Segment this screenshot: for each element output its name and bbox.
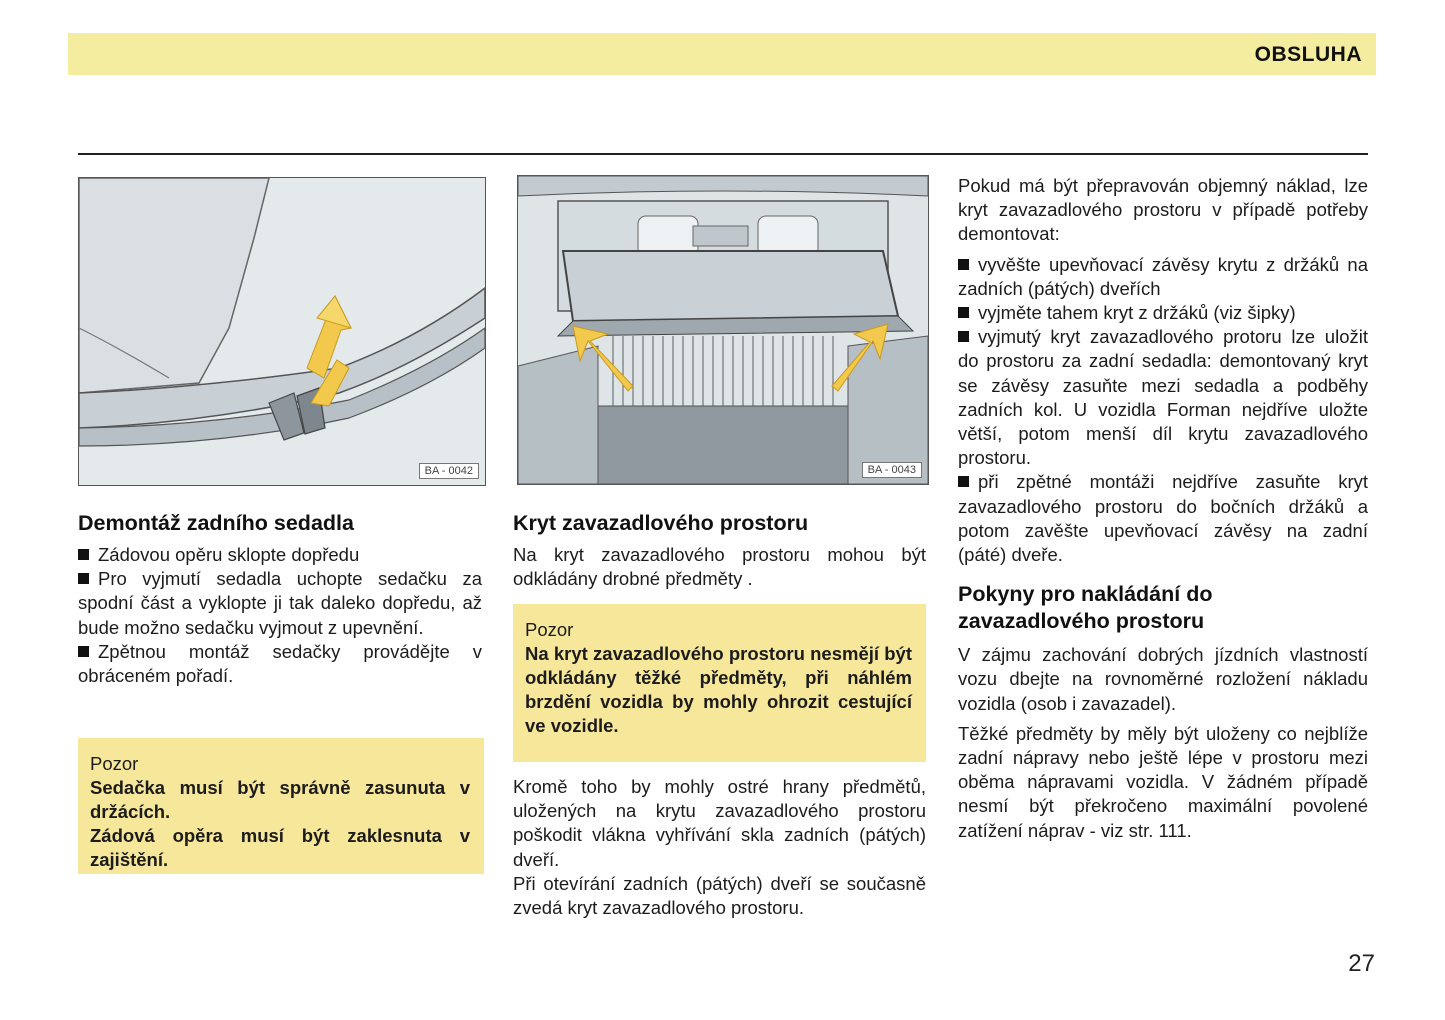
- section-heading: Pokyny pro nakládání do zavazadlového prostoru: [958, 582, 1213, 634]
- intro-paragraph: Pokud má být přepravován objemný náklad, lze kryt zavazadlového prostoru v případě potřeby demontovat:: [958, 175, 1368, 245]
- middle-column: [513, 510, 926, 591]
- instruction-item: vyvěšte upevňovací závěsy krytu z držáků na zadních (pátých) dveřích: [958, 253, 1368, 301]
- body-paragraph: Při otevírání zadních (pátých) dveří se současně zvedá kryt zavazadlového prostoru.: [513, 872, 926, 919]
- body-paragraph: Kromě toho by mohly ostré hrany předmětů, uložených na krytu zavazadlového prostoru poškodit vlákna vyhřívání skla zadních (pátých) dveří.: [513, 776, 926, 870]
- right-column: [958, 174, 1368, 843]
- section-heading: Kryt zavazadlového prostoru: [513, 511, 809, 535]
- warning-title: Pozor: [90, 753, 139, 774]
- figure-code-label: BA - 0043: [862, 462, 922, 478]
- body-paragraph: Těžké předměty by měly být uloženy co nejblíže zadní nápravy nebo ještě lépe v prostoru mezi oběma nápravami vozidla. V žádném případě nesmí být překročeno maximální povolené zatížení náprav - viz str. 111.: [958, 722, 1368, 841]
- warning-text: Na kryt zavazadlového prostoru nesmějí být odkládány těžké předměty, při náhlém brzdění vozidla by mohly ohrozit cestující ve vozidle.: [525, 643, 912, 736]
- instruction-item: Zpětnou montáž sedačky provádějte v obráceném pořadí.: [78, 640, 482, 688]
- instruction-item: vyjměte tahem kryt z držáků (viz šipky): [958, 301, 1368, 325]
- figure-code-label: BA - 0042: [419, 463, 479, 479]
- instruction-item: Zádovou opěru sklopte dopředu: [78, 543, 482, 567]
- warning-text: Sedačka musí být správně zasunuta v držácích.: [90, 777, 470, 822]
- middle-column-continued: [513, 775, 926, 920]
- rear-seat-drawing: [79, 178, 485, 485]
- warning-text: Zádová opěra musí být zaklesnuta v zajištění.: [90, 825, 470, 870]
- luggage-cover-illustration: [517, 175, 929, 485]
- rear-seat-illustration: [78, 177, 486, 486]
- intro-paragraph: Na kryt zavazadlového prostoru mohou být odkládány drobné předměty .: [513, 544, 926, 590]
- instruction-item: Pro vyjmutí sedadla uchopte sedačku za spodní část a vyklopte ji tak daleko dopředu, až bude možno sedačku vyjmout z upevnění.: [78, 567, 482, 640]
- page-number: 27: [1348, 950, 1375, 977]
- warning-title: Pozor: [525, 619, 574, 640]
- section-title: OBSLUHA: [1254, 43, 1362, 66]
- luggage-compartment-drawing: [518, 176, 928, 484]
- warning-box: [513, 604, 926, 762]
- left-column: [78, 510, 482, 688]
- warning-box: [78, 738, 484, 874]
- instruction-item: při zpětné montáži nejdříve zasuňte kryt zavazadlového prostoru do bočních držáků a potom zavěšte upevňovací závěsy na zadní (páté) dveře.: [958, 470, 1368, 567]
- horizontal-rule: [78, 153, 1368, 155]
- instruction-item: vyjmutý kryt zavazadlového protoru lze uložit do prostoru za zadní sedadla: demontovaný kryt se závěsy zasuňte mezi sedadla a podběhy zadních kol. U vozidla Forman nejdříve uložte větší, potom menší díl krytu zavazadlového prostoru.: [958, 325, 1368, 470]
- section-heading: Demontáž zadního sedadla: [78, 511, 354, 535]
- body-paragraph: V zájmu zachování dobrých jízdních vlastností vozu dbejte na rovnoměrné rozložení nákladu vozidla (osob i zavazadel).: [958, 644, 1368, 714]
- section-header-bar: [68, 33, 1376, 75]
